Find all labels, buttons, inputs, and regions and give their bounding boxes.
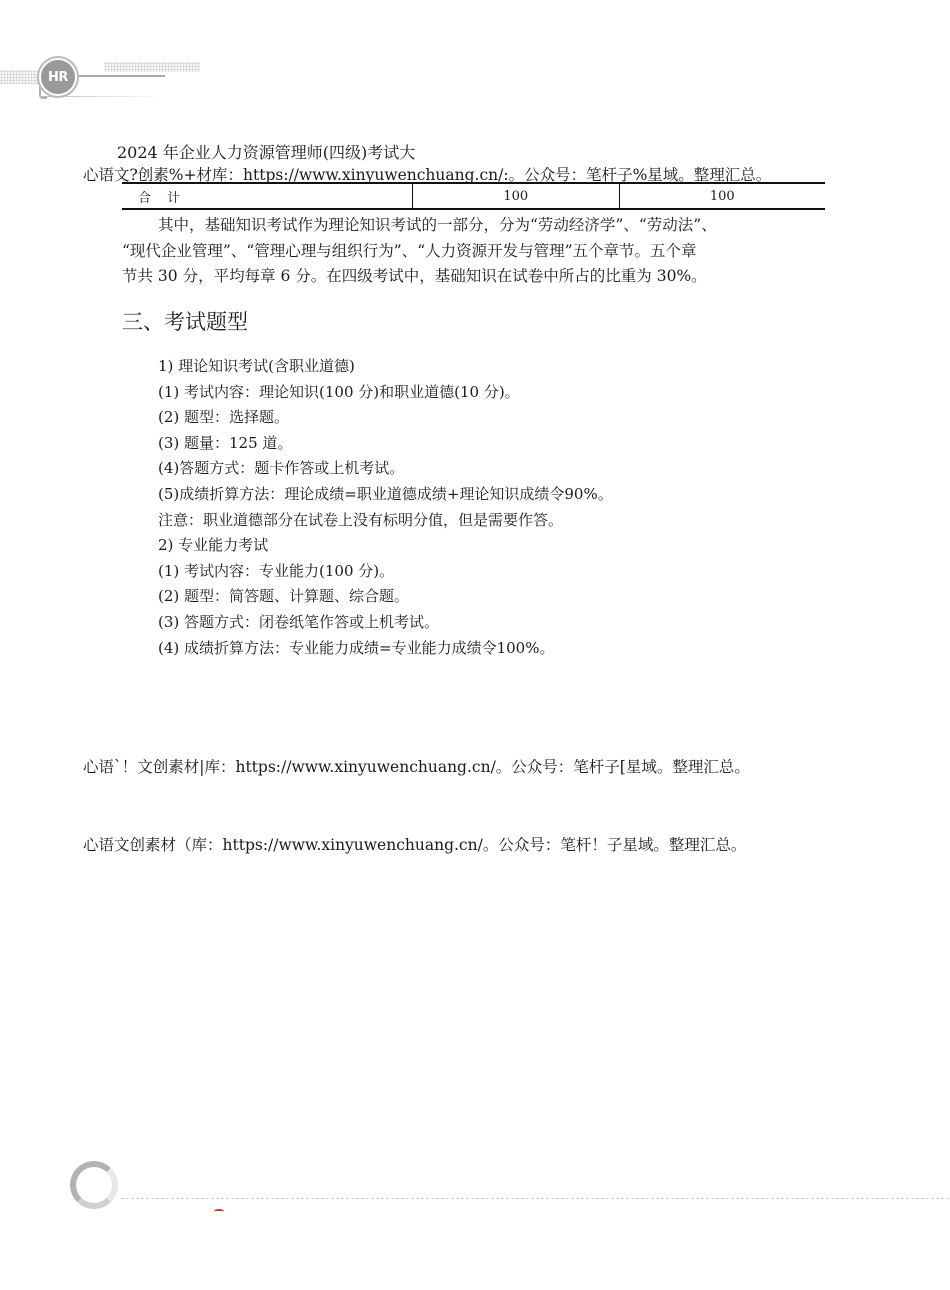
section-heading: 三、考试题型 bbox=[122, 310, 248, 334]
list-item: (3) 题量：125 道。 bbox=[158, 433, 293, 452]
footer-ring-icon bbox=[70, 1161, 118, 1209]
list-item: (4) 成绩折算方法：专业能力成绩=专业能力成绩令100%。 bbox=[158, 638, 555, 657]
watermark-line: 心语`！文创素材|库：https://www.xinyuwenchuang.cn/。公众号：笔杆子[星域。整理汇总。 bbox=[83, 758, 750, 776]
table-total-label: 合 计 bbox=[138, 190, 187, 206]
table-total-value-1: 100 bbox=[412, 184, 619, 208]
footer-dotted-rule bbox=[120, 1197, 950, 1200]
paragraph-line: “现代企业管理”、“管理心理与组织行为”、“人力资源开发与管理”五个章节。五个章 bbox=[122, 241, 697, 260]
list-item: (3) 答题方式：闭卷纸笔作答或上机考试。 bbox=[158, 612, 440, 631]
list-item: (1) 考试内容：专业能力(100 分)。 bbox=[158, 561, 395, 580]
paragraph-line: 节共 30 分，平均每章 6 分。在四级考试中，基础知识在试卷中所占的比重为 30%。 bbox=[122, 267, 707, 285]
document-title: 2024 年企业人力资源管理师(四级)考试大 bbox=[117, 143, 416, 162]
hr-logo-icon: HR bbox=[39, 58, 77, 96]
body-paragraph bbox=[122, 213, 842, 290]
list-item: (1) 考试内容：理论知识(100 分)和职业道德(10 分)。 bbox=[158, 382, 520, 401]
header-rule bbox=[73, 75, 165, 77]
table-total-value-2: 100 bbox=[619, 184, 826, 208]
header-dot-pattern-left bbox=[0, 70, 40, 84]
header-dot-pattern-right bbox=[104, 62, 200, 72]
list-item: (2) 题型：简答题、计算题、综合题。 bbox=[158, 587, 410, 606]
list-item: 注意：职业道德部分在试卷上没有标明分值，但是需要作答。 bbox=[158, 510, 564, 529]
paragraph-line: 其中，基础知识考试作为理论知识考试的一部分，分为“劳动经济学”、“劳动法”、 bbox=[158, 216, 717, 234]
list-item: (2) 题型：选择题。 bbox=[158, 408, 290, 427]
header-rule-fade bbox=[40, 96, 165, 97]
list-item: (4)答题方式：题卡作答或上机考试。 bbox=[158, 459, 405, 478]
list-item: 1) 理论知识考试(含职业道德) bbox=[158, 357, 355, 375]
watermark-line: 心语文?创素%+材库：https://www.xinyuwenchuang.cn/:。公众号：笔杆子%星域。整理汇总。 bbox=[83, 166, 772, 184]
list-item: (5)成绩折算方法：理论成绩=职业道德成绩+理论知识成绩令90%。 bbox=[158, 484, 613, 503]
exam-type-list bbox=[158, 354, 613, 661]
list-item: 2) 专业能力考试 bbox=[158, 536, 269, 555]
footer-accent-mark bbox=[214, 1209, 224, 1214]
watermark-line: 心语文创素材（库：https://www.xinyuwenchuang.cn/。公众号：笔杆！子星域。整理汇总。 bbox=[83, 836, 747, 854]
table-total-row bbox=[122, 182, 825, 210]
